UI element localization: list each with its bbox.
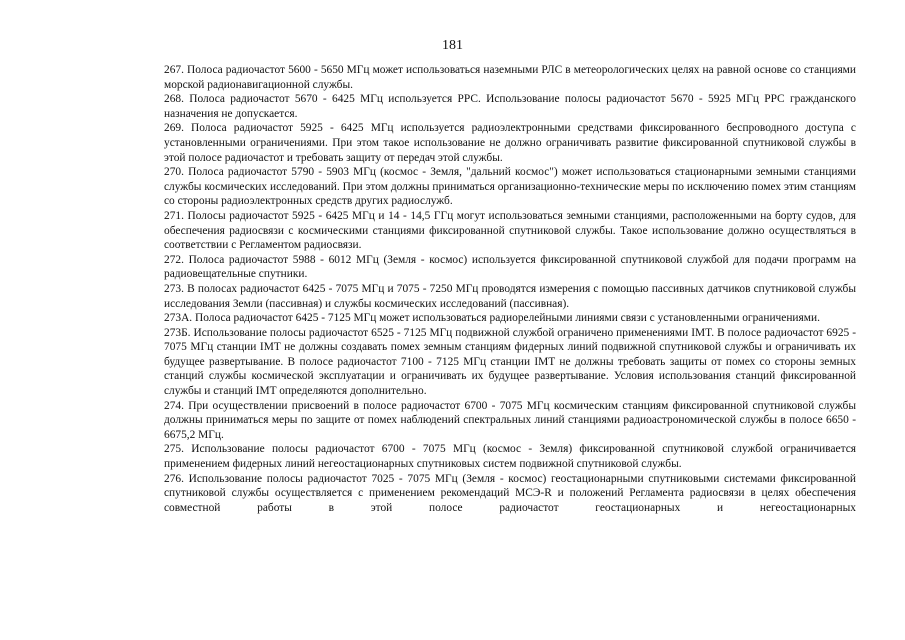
paragraph-271: 271. Полосы радиочастот 5925 - 6425 МГц и 14 - 14,5 ГГц могут использоваться земными станциями, расположенными на борту судов, для обеспечения радиосвязи с космическими станциями фиксированной спутниковой службы. Такое использование должно осуществляться в соответствии с Регламентом радиосвязи. — [164, 209, 856, 252]
paragraph-267: 267. Полоса радиочастот 5600 - 5650 МГц может использоваться наземными РЛС в метеорологических целях на равной основе со станциями морской радионавигационной службы. — [164, 64, 856, 91]
paragraph-275: 275. Использование полосы радиочастот 6700 - 7075 МГц (космос - Земля) фиксированной спутниковой службой ограничивается применением фидерных линий негеостационарных спутниковых систем подвижной спутниковой службы. — [164, 443, 856, 471]
paragraph-276: 276. Использование полосы радиочастот 7025 - 7075 МГц (Земля - космос) геостационарными спутниковыми системами фиксированной спутниковой службы осуществляется с применением рекомендаций МСЭ-R и положений Регламента радиосвязи в целях обеспечения совместной работы в этой полосе радиочастот геостационарных и негеостационарных — [164, 472, 856, 514]
paragraph-273a: 273А. Полоса радиочастот 6425 - 7125 МГц может использоваться радиорелейными линиями связи с установленными ограничениями. — [164, 312, 820, 325]
page-number: 181 — [442, 38, 463, 53]
paragraph-269: 269. Полоса радиочастот 5925 - 6425 МГц используется радиоэлектронными средствами фиксированного беспроводного доступа с установленными ограничениями. При этом такое использование не должно ограничивать развитие фиксированной спутниковой службы в этой полосе радиочастот и требовать защиту от передач этой службы. — [164, 122, 856, 164]
paragraph-274: 274. При осуществлении присвоений в полосе радиочастот 6700 - 7075 МГц космическим станциям фиксированной спутниковой службы должны приниматься меры по защите от помех наблюдений спектральных линий станциями радиоастрономической службы в полосе 6650 - 6675,2 МГц. — [164, 399, 856, 441]
paragraph-273: 273. В полосах радиочастот 6425 - 7075 МГц и 7075 - 7250 МГц проводятся измерения с помощью пассивных датчиков спутниковой службы исследования Земли (пассивная) и службы космических исследований (пассивная). — [164, 282, 856, 310]
document-body — [164, 63, 856, 515]
paragraph-272: 272. Полоса радиочастот 5988 - 6012 МГц (Земля - космос) используется фиксированной спутниковой службой для подачи программ на радиовещательные спутники. — [164, 253, 856, 281]
paragraph-273b: 273Б. Использование полосы радиочастот 6525 - 7125 МГц подвижной службой ограничено применениями IMT. В полосе радиочастот 6925 - 7075 МГц станции IMT не должны создавать помех земным станциям фидерных линий подвижной спутниковой службы и ограничивать их будущее развертывание. В полосе радиочастот 7100 - 7125 МГц станции IMT не должны требовать защиты от помех со стороны земных станций службы космической эксплуатации и ограничивать их будущее развертывание. Условия использования станций фиксированной службы и станций IMT определяются дополнительно. — [164, 326, 856, 398]
paragraph-270: 270. Полоса радиочастот 5790 - 5903 МГц (космос - Земля, "дальний космос") может использоваться стационарными земными станциями службы космических исследований. При этом должны приниматься организационно-технические меры по исключению помех этим станциям со стороны радиоэлектронных средств других радиослужб. — [164, 166, 856, 208]
paragraph-268: 268. Полоса радиочастот 5670 - 6425 МГц используется РРС. Использование полосы радиочастот 5670 - 5925 МГц РРС гражданского назначения не допускается. — [164, 93, 856, 120]
